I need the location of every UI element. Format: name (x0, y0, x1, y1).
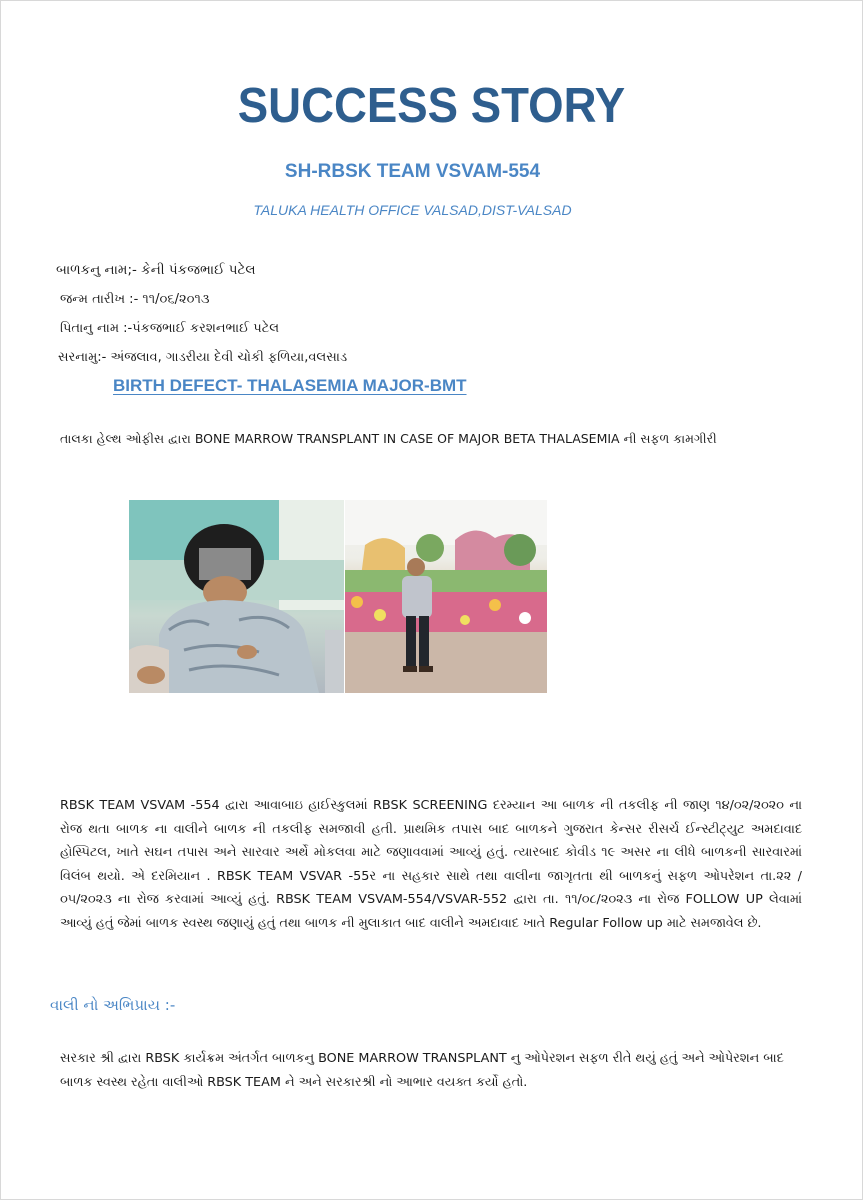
page-title: SUCCESS STORY (237, 79, 626, 133)
child-name: બાળકનુ નામ;- કેની પંકજભાઈ પટેલ (56, 262, 256, 278)
patient-hospital-photo (129, 500, 344, 693)
story-body: RBSK TEAM VSVAM -554 દ્વારા આવાબાઇ હાઈસ્કુલમાં RBSK SCREENING દરમ્યાન આ બાળક ની તકલીફ ની જાણ ૧૪/૦૨/૨૦૨૦ ના રોજ થતા બાળક ના વાલીને બાળક ની તકલીફ સમજાવી હતી. પ્રાથમિક તપાસ બાદ બાળકને ગુજરાત કેન્સર રીસર્ચ ઈન્સ્ટીટ્યુટ અમદાવાદ હોસ્પિટલ, ખાતે સઘન તપાસ અને સારવાર અર્થે મોકલવા માટે જણાવવામાં આવ્યું હતું. ત્યારબાદ કોવીડ ૧૯ અસર ના લીધે બાળકની સારવારમાં વિલંબ થયો. એ દરમિયાન . RBSK TEAM VSVAR -55ર ના સહકાર સાથે તથા વાલીના જાગૃતતા થી બાળકનું સફળ ઓપરેશન તા.૨૨ /૦૫/૨૦૨૩ ના રોજ કરવામાં આવ્યું હતું. RBSK TEAM VSVAM-554/VSVAR-552 દ્વારા તા. ૧૧/૦૮/૨૦૨૩ ના રોજ FOLLOW UP લેવામાં આવ્યું હતું જેમાં બાળક સ્વસ્થ જણાયું હતું તથા બાળક ની મુલાકાત બાદ વાલીને અમદાવાદ ખાતે Regular Follow up માટે સમજાવેલ છે. (60, 798, 802, 931)
office-subtitle: TALUKA HEALTH OFFICE VALSAD,DIST-VALSAD (253, 202, 572, 218)
team-subtitle: SH-RBSK TEAM VSVAM-554 (284, 161, 541, 182)
father-name: પિતાનુ નામ :-પંકજભાઈ કરશનભાઈ પટેલ (60, 321, 280, 336)
intro-text: તાલકા હેલ્થ ઓફીસ દ્વારા BONE MARROW TRANSPLANT IN CASE OF MAJOR BETA THALASEMIA ની સફળ કામગીરી (60, 431, 717, 446)
parent-opinion-heading: વાલી નો અભિપ્રાય :- (50, 996, 176, 1014)
patient-recovered-photo (345, 500, 547, 693)
date-of-birth: જન્મ તારીખ :- ૧૧/૦૬/૨૦૧૩ (60, 292, 210, 307)
address: સરનામુ:- અંજલાવ, ગાડરીયા દેવી ચોકી ફળિયા,વલસાડ (58, 350, 348, 365)
birth-defect-heading: BIRTH DEFECT- THALASEMIA MAJOR-BMT (113, 376, 467, 395)
parent-opinion-text: સરકાર શ્રી દ્વારા RBSK કાર્યક્રમ અંતર્ગત બાળકનુ BONE MARROW TRANSPLANT નુ ઓપેરશન સફળ રીતે થયું હતું અને ઓપેરશન બાદ બાળક સ્વસ્થ રહેતા વાલીઓ RBSK TEAM ને અને સરકારશ્રી નો આભાર વયક્ત કર્યો હતો. (60, 1051, 784, 1090)
